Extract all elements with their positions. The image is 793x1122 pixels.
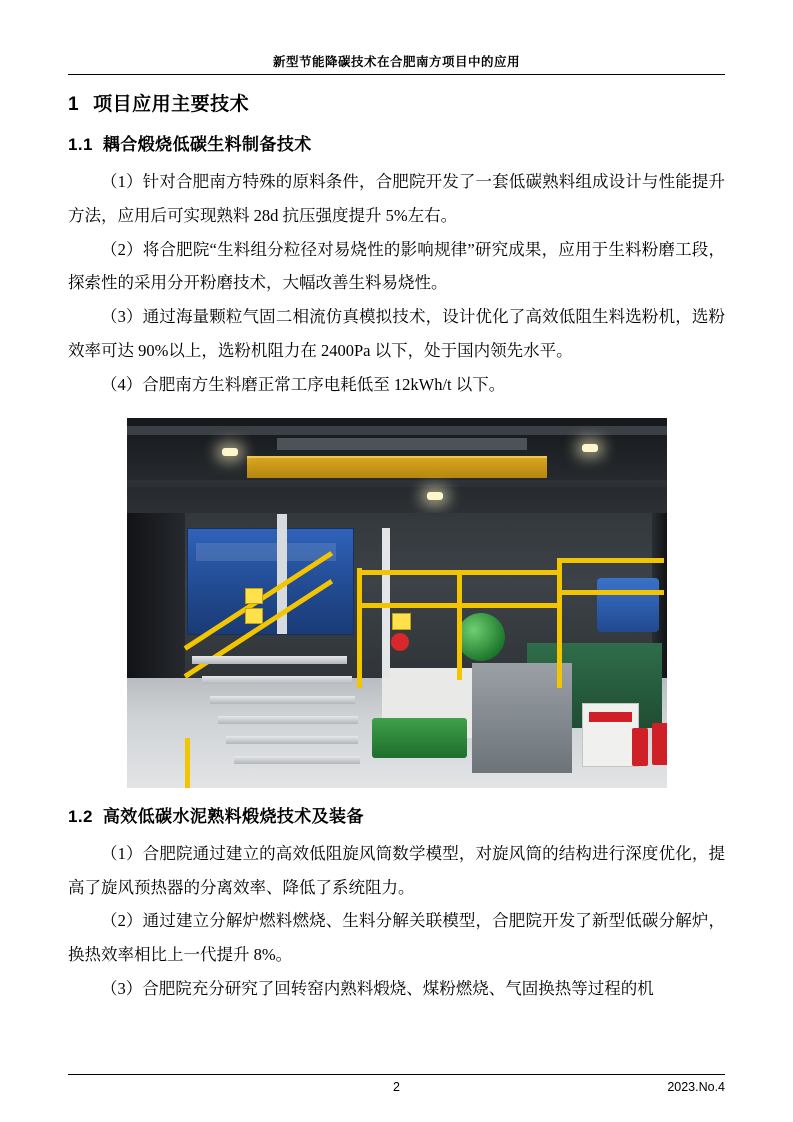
photo-crane-rail — [277, 438, 527, 450]
photo-stair-step — [202, 676, 352, 684]
section-title: 项目应用主要技术 — [93, 94, 250, 115]
subsection-number-2: 1.2 — [68, 806, 93, 826]
photo-stair-step — [218, 716, 358, 724]
paragraph: （1）合肥院通过建立的高效低阻旋风筒数学模型，对旋风筒的结构进行深度优化，提高了旋风预热器的分离效率、降低了系统阻力。 — [68, 843, 725, 897]
photo-red-bin — [632, 728, 648, 766]
figure-block — [68, 418, 725, 788]
photo-cabinet-label — [589, 712, 632, 722]
photo-red-bin — [652, 723, 667, 765]
photo-stair-step — [192, 656, 347, 664]
photo-stair-step — [234, 756, 360, 764]
paragraph: （3）合肥院充分研究了回转窑内熟料煅烧、煤粉燃烧、气固换热等过程的机 — [101, 978, 654, 998]
subsection-title-2: 高效低碳水泥熟料煅烧技术及装备 — [102, 806, 364, 826]
paragraph: （3）通过海量颗粒气固二相流仿真模拟技术，设计优化了高效低阻生料选粉机，选粉效率可达 90%以上，选粉机阻力在 2400Pa 以下，处于国内领先水平。 — [68, 307, 725, 361]
footer-row — [68, 1080, 725, 1096]
photo-ceiling-light — [427, 492, 443, 500]
photo-warning-sign — [245, 608, 263, 624]
photo-warning-sign — [392, 613, 411, 630]
paragraph: （2）通过建立分解炉燃料燃烧、生料分解关联模型，合肥院开发了新型低碳分解炉，换热效率相比上一代提升 8%。 — [68, 911, 725, 965]
photo-warning-sign — [245, 588, 263, 604]
photo-stair-step — [210, 696, 355, 704]
photo-control-cabinet — [582, 703, 639, 767]
paragraph: （1）针对合肥南方特殊的原料条件，合肥院开发了一套低碳熟料组成设计与性能提升方法，应用后可实现熟料 28d 抗压强度提升 5%左右。 — [68, 172, 725, 225]
photo-roof-beam — [127, 426, 667, 435]
photo-stair-step — [226, 736, 358, 744]
subsection-number-1: 1.1 — [68, 135, 93, 154]
photo-blue-motor — [597, 578, 659, 632]
page-content — [68, 52, 725, 1082]
section-heading — [68, 89, 725, 116]
page-footer — [68, 1074, 725, 1096]
photo-ceiling-light — [582, 444, 598, 452]
photo-railing-post — [457, 570, 462, 680]
photo-staircase — [182, 648, 357, 783]
footer-divider — [68, 1074, 725, 1075]
photo-ceiling-light — [222, 448, 238, 456]
section-number: 1 — [68, 94, 80, 115]
subsection-heading-1 — [68, 130, 725, 155]
paragraph: （2）将合肥院“生料组分粒径对易烧性的影响规律”研究成果，应用于生料粉磨工段，探索性的采用分开粉磨技术，大幅改善生料易烧性。 — [68, 239, 725, 293]
header-divider — [68, 74, 725, 75]
subsection-heading-2 — [68, 802, 725, 827]
photo-railing-post — [357, 568, 362, 688]
photo-roof-beam — [127, 480, 667, 487]
photo-crane-girder — [247, 456, 547, 478]
photo-prohibition-sign — [391, 633, 409, 651]
subsection-title-1: 耦合煅烧低碳生料制备技术 — [102, 135, 312, 154]
photo-green-wheel — [457, 613, 505, 661]
photo-railing-post — [557, 558, 562, 688]
photo-green-pump-set — [372, 718, 467, 758]
photo-platform-railing — [559, 558, 664, 563]
paragraph: （4）合肥南方生料磨正常工序电耗低至 12kWh/t 以下。 — [101, 374, 506, 394]
running-header: 新型节能降碳技术在合肥南方项目中的应用 — [272, 55, 520, 69]
page-number: 2 — [393, 1080, 400, 1094]
industrial-plant-photograph — [127, 418, 667, 788]
photo-platform-railing — [559, 590, 664, 595]
issue-label: 2023.No.4 — [667, 1080, 725, 1094]
